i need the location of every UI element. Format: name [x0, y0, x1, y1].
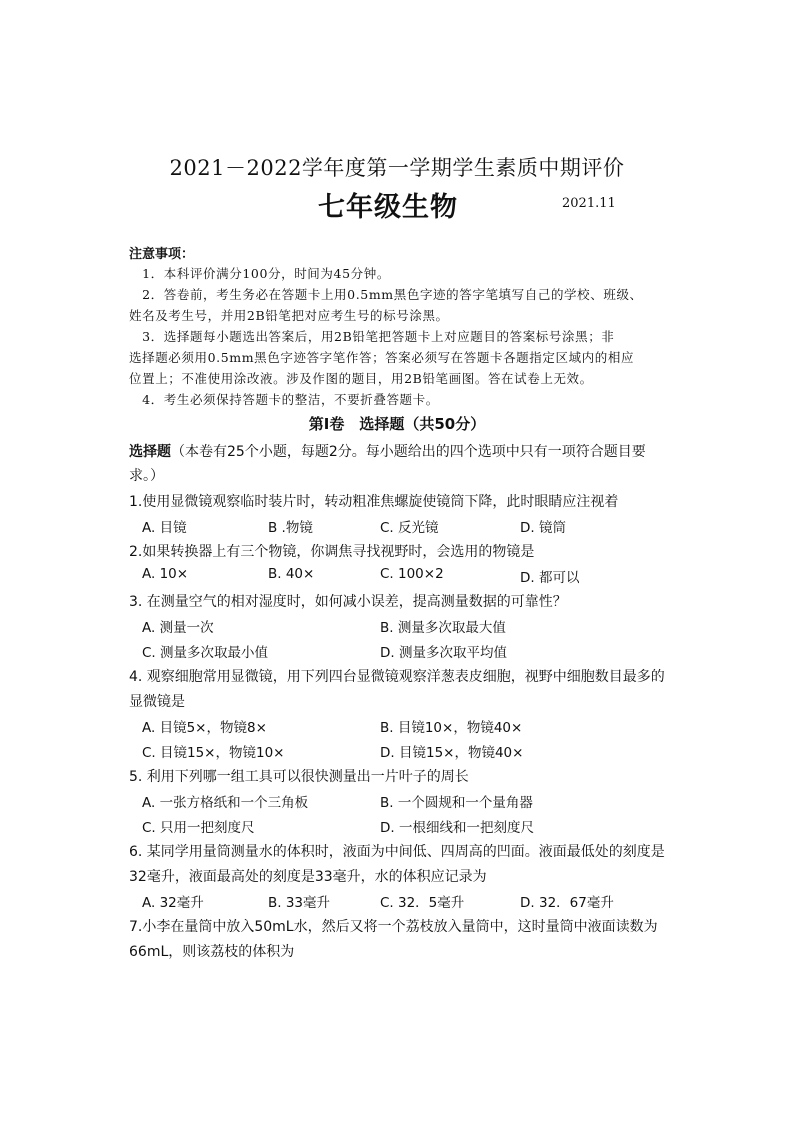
- notice-line: 3．选择题每小题选出答案后，用2B铅笔把答题卡上对应题目的答案标号涂黑；非: [129, 329, 615, 344]
- option-d: D. 镜筒: [520, 520, 566, 536]
- section-intro-cont: 求。）: [129, 468, 164, 484]
- question-stem: 1.使用显微镜观察临时装片时，转动粗准焦螺旋使镜筒下降，此时眼睛应注视着: [129, 494, 619, 510]
- question-stem-cont: 显微镜是: [129, 694, 185, 710]
- exam-title: 2021－2022学年度第一学期学生素质中期评价: [169, 156, 625, 180]
- notice-line: 位置上；不准使用涂改液。涉及作图的题目，用2B铅笔画图。答在试卷上无效。: [129, 371, 593, 386]
- question-stem: 4. 观察细胞常用显微镜，用下列四台显微镜观察洋葱表皮细胞，视野中细胞数目最多的: [129, 669, 665, 685]
- option-a: A. 测量一次: [142, 620, 214, 636]
- option-b: B. 测量多次取最大值: [380, 620, 506, 636]
- question-stem: 5. 利用下列哪一组工具可以很快测量出一片叶子的周长: [129, 769, 469, 785]
- option-b: B. 一个圆规和一个量角器: [380, 795, 533, 811]
- option-d: D. 都可以: [520, 570, 580, 586]
- option-c: C. 100×2: [380, 566, 444, 582]
- question-stem: 2.如果转换器上有三个物镜，你调焦寻找视野时，会选用的物镜是: [129, 544, 535, 560]
- option-d: D. 32．67毫升: [520, 895, 614, 911]
- question-stem-cont: 66mL，则该荔枝的体积为: [129, 944, 295, 960]
- option-b: B. 33毫升: [268, 895, 331, 911]
- option-b: B. 目镜10×，物镜40×: [380, 720, 523, 736]
- question-stem: 7.小李在量筒中放入50mL水，然后又将一个荔枝放入量筒中，这时量筒中液面读数为: [129, 919, 658, 935]
- notice-line: 选择题必须用0.5mm黑色字迹答字笔作答；答案必须写在答题卡各题指定区域内的相应: [129, 350, 635, 365]
- section-intro-label: 选择题: [129, 444, 171, 460]
- option-c: C. 测量多次取最小值: [142, 645, 269, 661]
- section-title: 第Ⅰ卷 选择题（共50分）: [308, 415, 486, 433]
- option-c: C. 反光镜: [380, 520, 439, 536]
- option-d: D. 目镜15×，物镜40×: [380, 745, 524, 761]
- question-stem: 6. 某同学用量筒测量水的体积时，液面为中间低、四周高的凹面。液面最低处的刻度是: [129, 844, 665, 860]
- option-c: C. 32．5毫升: [380, 895, 465, 911]
- option-c: C. 目镜15×，物镜10×: [142, 745, 285, 761]
- notice-heading: 注意事项：: [129, 247, 195, 262]
- notice-line: 1．本科评价满分100分，时间为45分钟。: [129, 266, 390, 281]
- exam-date: 2021.11: [562, 196, 616, 211]
- option-d: D. 测量多次取平均值: [380, 645, 507, 661]
- option-a: A. 一张方格纸和一个三角板: [142, 795, 309, 811]
- notice-line: 4．考生必须保持答题卡的整洁，不要折叠答题卡。: [129, 392, 439, 407]
- option-a: A. 目镜: [142, 520, 187, 536]
- question-stem: 3. 在测量空气的相对湿度时，如何减小误差，提高测量数据的可靠性？: [129, 594, 567, 610]
- option-c: C. 只用一把刻度尺: [142, 820, 255, 836]
- option-b: B. 40×: [268, 566, 315, 582]
- notice-line: 2．答卷前，考生务必在答题卡上用0.5mm黑色字迹的答字笔填写自己的学校、班级、: [129, 287, 643, 302]
- section-intro-text: （本卷有25个小题，每题2分。每小题给出的四个选项中只有一项符合题目要: [171, 444, 646, 460]
- notice-line: 姓名及考生号，并用2B铅笔把对应考生号的标号涂黑。: [129, 308, 449, 323]
- section-intro: [129, 441, 646, 461]
- option-a: A. 32毫升: [142, 895, 204, 911]
- option-d: D. 一根细线和一把刻度尺: [380, 820, 534, 836]
- option-b: B .物镜: [268, 520, 313, 536]
- option-a: A. 10×: [142, 566, 189, 582]
- option-a: A. 目镜5×，物镜8×: [142, 720, 267, 736]
- question-stem-cont: 32毫升，液面最高处的刻度是33毫升，水的体积应记录为: [129, 869, 487, 885]
- subject-title: 七年级生物: [318, 192, 458, 223]
